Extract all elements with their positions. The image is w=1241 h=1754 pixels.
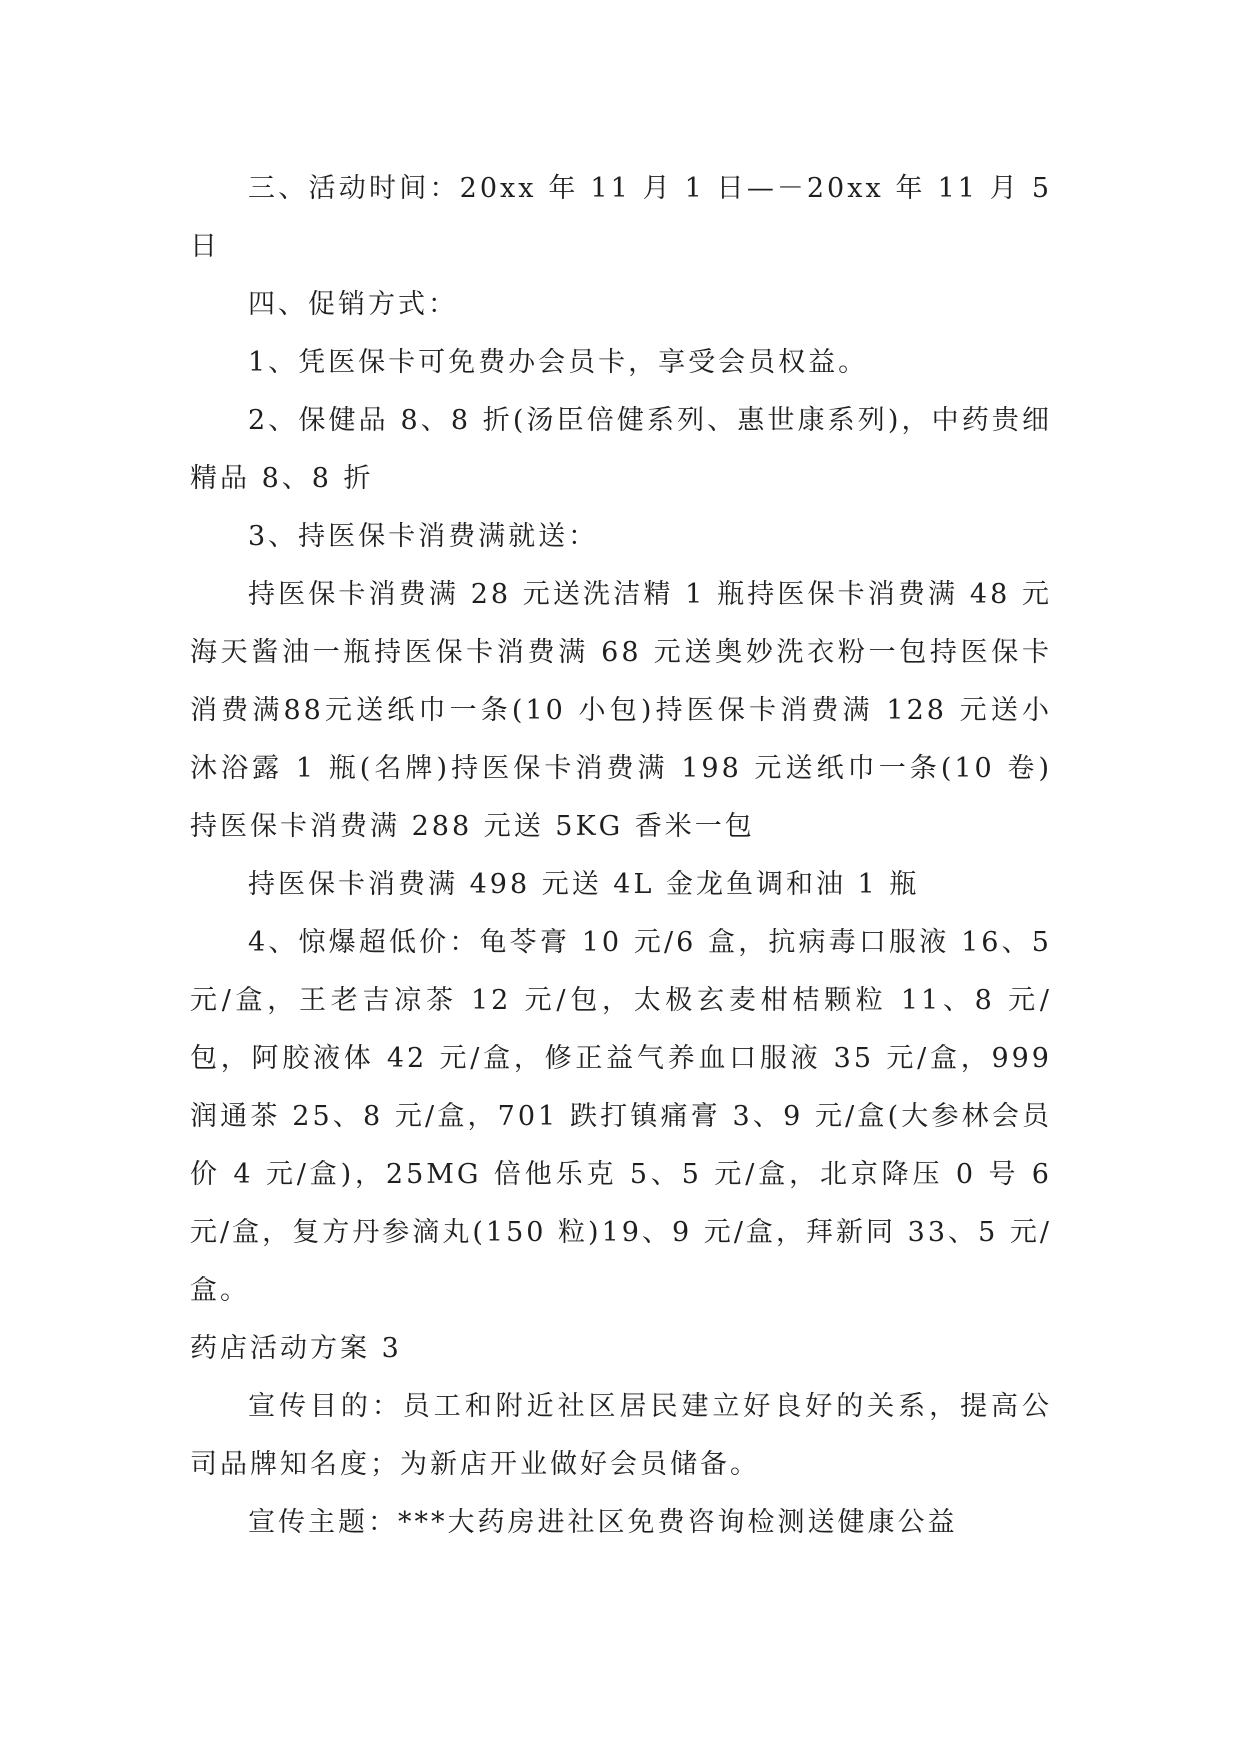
paragraph-publicity-purpose: 宣传目的：员工和附近社区居民建立好良好的关系，提高公司品牌知名度；为新店开业做好会员储备。 <box>190 1391 1052 1480</box>
paragraph-promo-item-4: 4、惊爆超低价：龟苓膏 10 元/6 盒，抗病毒口服液 16、5 元/盒，王老吉凉茶 12 元/包，太极玄麦柑桔颗粒 11、8 元/包，阿胶液体 42 元/盒，修正益气养血口服液 35 元/盒，999 润通茶 25、8 元/盒，701 跌打镇痛膏 3、9 元/盒(大参林会员价 4 元/盒)，25MG 倍他乐克 5、5 元/盒，北京降压 0 号 6 元/盒，复方丹参滴丸(150 粒)19、9 元/盒，拜新同 33、5 元/盒。 <box>190 927 1052 1306</box>
paragraph-promo-item-2: 2、保健品 8、8 折(汤臣倍健系列、惠世康系列)，中药贵细精品 8、8 折 <box>190 405 1052 494</box>
paragraph-promo-methods-heading: 四、促销方式： <box>248 289 458 320</box>
paragraph-gift-tier-498: 持医保卡消费满 498 元送 4L 金龙鱼调和油 1 瓶 <box>248 869 920 900</box>
paragraph-gift-tiers: 持医保卡消费满 28 元送洗洁精 1 瓶持医保卡消费满 48 元海天酱油一瓶持医保卡消费满 68 元送奥妙洗衣粉一包持医保卡消费满88元送纸巾一条(10 小包)持医保卡消费满 128 元送小沐浴露 1 瓶(名牌)持医保卡消费满 198 元送纸巾一条(10 卷)持医保卡消费满 288 元送 5KG 香米一包 <box>190 579 1052 842</box>
paragraph-promo-item-3: 3、持医保卡消费满就送： <box>248 521 599 552</box>
paragraph-publicity-theme: 宣传主题：***大药房进社区免费咨询检测送健康公益 <box>248 1507 958 1538</box>
paragraph-activity-time: 三、活动时间：20xx 年 11 月 1 日—－20xx 年 11 月 5 日 <box>190 173 1052 262</box>
paragraph-promo-item-1: 1、凭医保卡可免费办会员卡，享受会员权益。 <box>248 347 869 378</box>
document-body <box>190 160 1052 1552</box>
section-heading-plan-3: 药店活动方案 3 <box>190 1333 402 1364</box>
